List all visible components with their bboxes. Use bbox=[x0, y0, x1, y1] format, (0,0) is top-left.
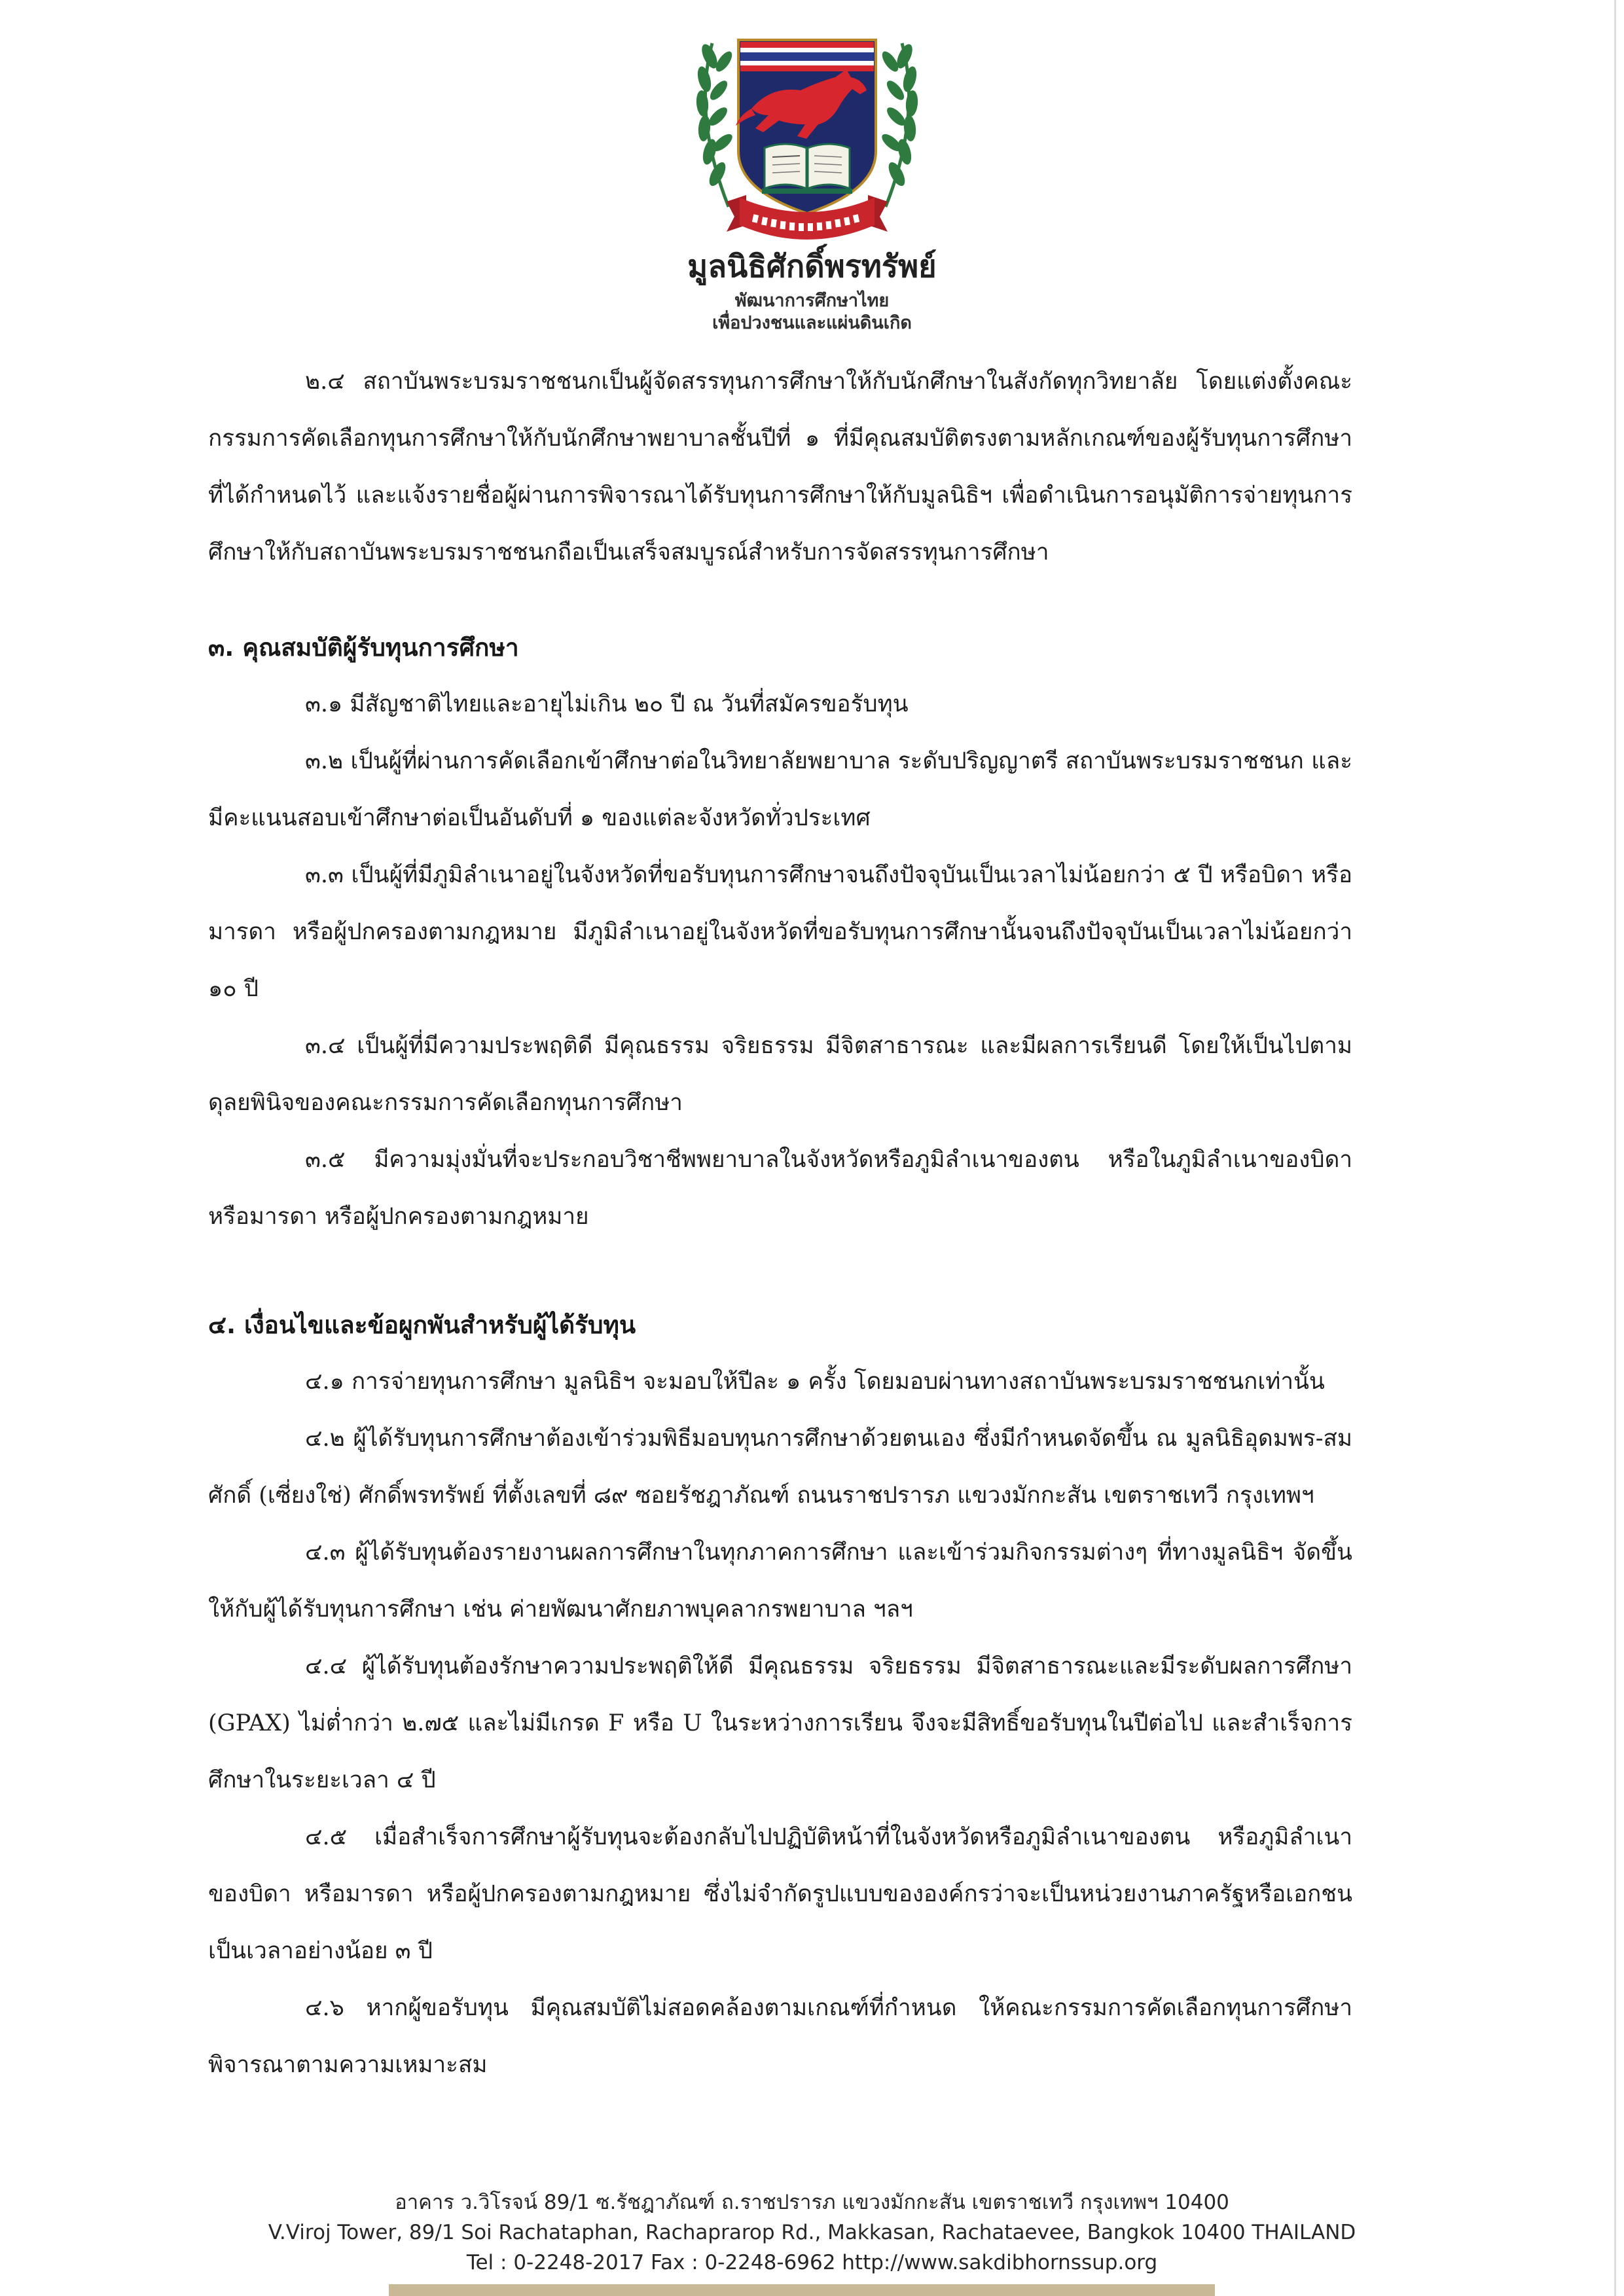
spacer bbox=[208, 1246, 1352, 1297]
section-4-item-3: ๔.๓ ผู้ได้รับทุนต้องรายงานผลการศึกษาในทุกภาคการศึกษา และเข้าร่วมกิจกรรมต่างๆ ที่ทางมูลนิธิฯ จัดขึ้นให้กับผู้ได้รับทุนการศึกษา เช่น ค่ายพัฒนาศักยภาพบุคลากรพยาบาล ฯลฯ bbox=[208, 1539, 1352, 1623]
footer-decorative-bar bbox=[389, 2284, 1215, 2296]
section-4-item-6: ๔.๖ หากผู้ขอรับทุน มีคุณสมบัติไม่สอดคล้องตามเกณฑ์ที่กำหนด ให้คณะกรรมการคัดเลือกทุนการศึกษาพิจารณาตามความเหมาะสม bbox=[208, 1995, 1352, 2078]
section-4-item-1: ๔.๑ การจ่ายทุนการศึกษา มูลนิธิฯ จะมอบให้ปีละ ๑ ครั้ง โดยมอบผ่านทางสถาบันพระบรมราชชนกเท่านั้น bbox=[305, 1369, 1325, 1395]
foundation-tagline-2: เพื่อปวงชนและแผ่นดินเกิด bbox=[712, 313, 912, 333]
section-3-item-4: ๓.๔ เป็นผู้ที่มีความประพฤติดี มีคุณธรรม จริยธรรม มีจิตสาธารณะ และมีผลการเรียนดี โดยให้เป็นไปตามดุลยพินิจของคณะกรรมการคัดเลือกทุนการศึกษา bbox=[208, 1033, 1352, 1116]
section-3-item-5: ๓.๕ มีความมุ่งมั่นที่จะประกอบวิชาชีพพยาบาลในจังหวัดหรือภูมิลำเนาของตน หรือในภูมิลำเนาของบิดา หรือมารดา หรือผู้ปกครองตามกฎหมาย bbox=[208, 1147, 1352, 1230]
footer-address-thai: อาคาร ว.วิโรจน์ 89/1 ซ.รัชฎาภัณฑ์ ถ.ราชปรารภ แขวงมักกะสัน เขตราชเทวี กรุงเทพฯ 10400 bbox=[395, 2191, 1229, 2214]
open-book-icon bbox=[762, 144, 852, 194]
footer-address-english: V.Viroj Tower, 89/1 Soi Rachataphan, Rachaprarop Rd., Makkasan, Rachataevee, Bangkok 10400 THAILAND bbox=[268, 2221, 1356, 2244]
section-3-item-2: ๓.๒ เป็นผู้ที่ผ่านการคัดเลือกเข้าศึกษาต่อในวิทยาลัยพยาบาล ระดับปริญญาตรี สถาบันพระบรมราชชนก และมีคะแนนสอบเข้าศึกษาต่อเป็นอันดับที่ ๑ ของแต่ละจังหวัดทั่วประเทศ bbox=[208, 748, 1352, 831]
scan-edge-line bbox=[1614, 0, 1616, 2296]
section-3-item-1: ๓.๑ มีสัญชาติไทยและอายุไม่เกิน ๒๐ ปี ณ วันที่สมัครขอรับทุน bbox=[305, 691, 909, 717]
paragraph-2-4: ๒.๔ สถาบันพระบรมราชชนกเป็นผู้จัดสรรทุนการศึกษาให้กับนักศึกษาในสังกัดทุกวิทยาลัย โดยแต่งตั้งคณะกรรมการคัดเลือกทุนการศึกษาให้กับนักศึกษาพยาบาลชั้นปีที่ ๑ ที่มีคุณสมบัติตรงตามหลักเกณฑ์ของผู้รับทุนการศึกษาที่ได้กำหนดไว้ และแจ้งรายชื่อผู้ผ่านการพิจารณาได้รับทุนการศึกษาให้กับมูลนิธิฯ เพื่อดำเนินการอนุมัติการจ่ายทุนการศึกษาให้กับสถาบันพระบรมราชชนกถือเป็นเสร็จสมบูรณ์สำหรับการจัดสรรทุนการศึกษา bbox=[208, 368, 1352, 565]
laurel-right-icon bbox=[879, 42, 919, 207]
section-4-item-2: ๔.๒ ผู้ได้รับทุนการศึกษาต้องเข้าร่วมพิธีมอบทุนการศึกษาด้วยตนเอง ซึ่งมีกำหนดจัดขึ้น ณ มูลนิธิอุดมพร-สมศักดิ์ (เซี่ยงใช่) ศักดิ์พรทรัพย์ ที่ตั้งเลขที่ ๘๙ ซอยรัชฎาภัณฑ์ ถนนราชปรารภ แขวงมักกะสัน เขตราชเทวี กรุงเทพฯ bbox=[208, 1426, 1352, 1509]
section-3-item-3: ๓.๓ เป็นผู้ที่มีภูมิลำเนาอยู่ในจังหวัดที่ขอรับทุนการศึกษาจนถึงปัจจุบันเป็นเวลาไม่น้อยกว่า ๕ ปี หรือบิดา หรือมารดา หรือผู้ปกครองตามกฎหมาย มีภูมิลำเนาอยู่ในจังหวัดที่ขอรับทุนการศึกษานั้นจนถึงปัจจุบันเป็นเวลาไม่น้อยกว่า ๑๐ ปี bbox=[208, 862, 1352, 1002]
section-4-item-4: ๔.๔ ผู้ได้รับทุนต้องรักษาความประพฤติให้ดี มีคุณธรรม จริยธรรม มีจิตสาธารณะและมีระดับผลการศึกษา (GPAX) ไม่ต่ำกว่า ๒.๗๕ และไม่มีเกรด F หรือ U ในระหว่างการเรียน จึงจะมีสิทธิ์ขอรับทุนในปีต่อไป และสำเร็จการศึกษาในระยะเวลา ๔ ปี bbox=[208, 1653, 1353, 1793]
foundation-logo bbox=[666, 17, 948, 259]
document-body bbox=[208, 353, 1352, 2094]
thai-flag-stripes-icon bbox=[740, 42, 874, 71]
laurel-left-icon bbox=[695, 42, 735, 207]
section-4-item-5: ๔.๕ เมื่อสำเร็จการศึกษาผู้รับทุนจะต้องกลับไปปฏิบัติหน้าที่ในจังหวัดหรือภูมิลำเนาของตน หรือภูมิลำเนาของบิดา หรือมารดา หรือผู้ปกครองตามกฎหมาย ซึ่งไม่จำกัดรูปแบบขององค์กรว่าจะเป็นหน่วยงานภาครัฐหรือเอกชน เป็นเวลาอย่างน้อย ๓ ปี bbox=[208, 1824, 1352, 1964]
section-4-heading: ๔. เงื่อนไขและข้อผูกพันสำหรับผู้ได้รับทุน bbox=[208, 1311, 636, 1339]
foundation-name: มูลนิธิศักดิ์พรทรัพย์ bbox=[687, 249, 937, 285]
section-3-heading: ๓. คุณสมบัติผู้รับทุนการศึกษา bbox=[208, 634, 519, 662]
footer-contact: Tel : 0-2248-2017 Fax : 0-2248-6962 http://www.sakdibhornssup.org bbox=[466, 2251, 1158, 2274]
foundation-tagline-1: พัฒนาการศึกษาไทย bbox=[734, 291, 890, 311]
foundation-emblem-icon bbox=[666, 17, 948, 259]
page-footer bbox=[0, 2187, 1624, 2278]
spacer bbox=[208, 581, 1352, 619]
